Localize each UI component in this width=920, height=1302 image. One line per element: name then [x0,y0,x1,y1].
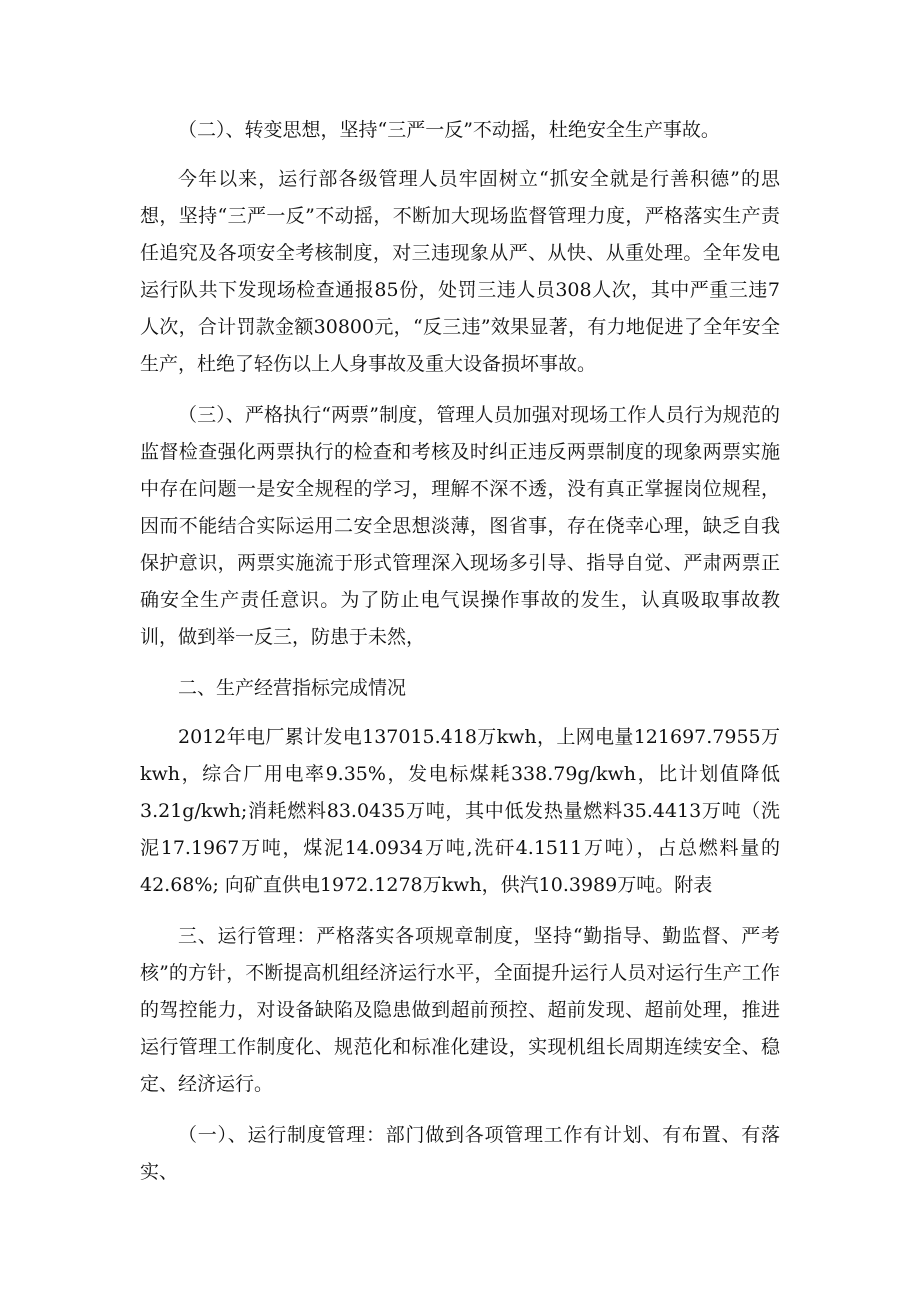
document-body [140,112,780,1205]
paragraph-operation-rules: （一）、运行制度管理：部门做到各项管理工作有计划、有布置、有落实、 [140,1124,780,1183]
paragraph-operation-management: 三、运行管理：严格落实各项规章制度，坚持“勤指导、勤监督、严考核”的方针，不断提高机组经济运行水平，全面提升运行人员对运行生产工作的驾控能力，对设备缺陷及隐患做到超前预控、超前发现、超前处理，推进运行管理工作制度化、规范化和标准化建设，实现机组长周期连续安全、稳定、经济运行。 [140,925,780,1095]
paragraph-production-figures: 2012年电厂累计发电137015.418万kwh，上网电量121697.7955万kwh，综合厂用电率9.35%，发电标煤耗338.79g/kwh，比计划值降低3.21g/kwh;消耗燃料83.0435万吨，其中低发热量燃料35.4413万吨（洗泥17.1967万吨，煤泥14.0934万吨,洗矸4.1511万吨），占总燃料量的42.68%; 向矿直供电1972.1278万kwh，供汽10.3989万吨。附表 [140,726,780,896]
section-heading-change-thinking: （二）、转变思想，坚持“三严一反”不动摇，杜绝安全生产事故。 [178,119,720,141]
paragraph-two-tickets: （三）、严格执行“两票”制度，管理人员加强对现场工作人员行为规范的监督检查强化两票执行的检查和考核及时纠正违反两票制度的现象两票实施中存在问题一是安全规程的学习，理解不深不透，没有真正掌握岗位规程，因而不能结合实际运用二安全思想淡薄，图省事，存在侥幸心理，缺乏自我保护意识，两票实施流于形式管理深入现场多引导、指导自觉、严肃两票正确安全生产责任意识。为了防止电气误操作事故的发生，认真吸取事故教训，做到举一反三，防患于未然， [140,404,780,648]
section-heading-production-indicators: 二、生产经营指标完成情况 [178,677,407,699]
paragraph-safety-supervision: 今年以来，运行部各级管理人员牢固树立“抓安全就是行善积德”的思想，坚持“三严一反”不动摇，不断加大现场监督管理力度，严格落实生产责任追究及各项安全考核制度，对三违现象从严、从快、从重处理。全年发电运行队共下发现场检查通报85份，处罚三违人员308人次，其中严重三违7人次，合计罚款金额30800元，“反三违”效果显著，有力地促进了全年安全生产，杜绝了轻伤以上人身事故及重大设备损坏事故。 [140,168,780,375]
